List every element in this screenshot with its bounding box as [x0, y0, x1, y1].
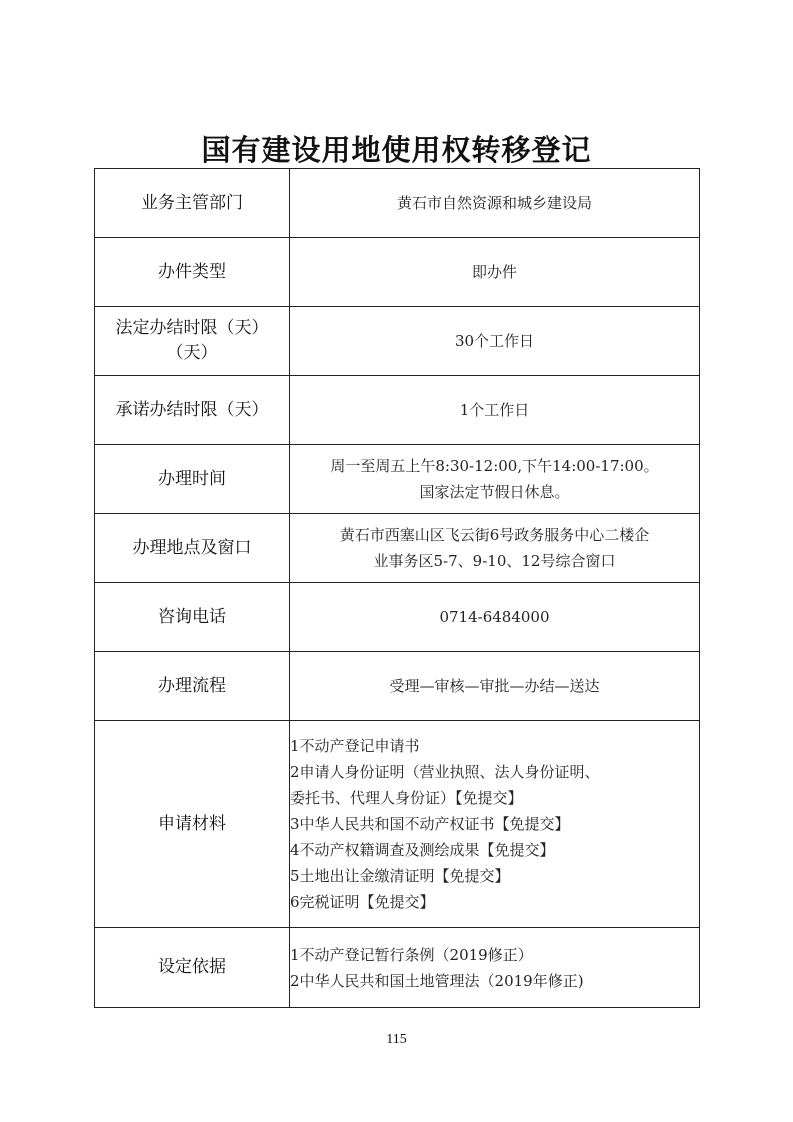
value-basis	[290, 928, 700, 1008]
value-hours	[290, 445, 700, 514]
label-dept: 业务主管部门	[95, 169, 290, 238]
value-location	[290, 514, 700, 583]
material-item: 1不动产登记申请书	[290, 737, 420, 755]
material-item: 2申请人身份证明（营业执照、法人身份证明、	[290, 763, 600, 781]
value-type: 即办件	[290, 238, 700, 307]
document-title: 国有建设用地使用权转移登记	[201, 133, 592, 167]
value-phone: 0714-6484000	[290, 583, 700, 652]
label-hours: 办理时间	[95, 445, 290, 514]
label-legal-limit-line2: （天）	[166, 343, 218, 363]
material-item: 3中华人民共和国不动产权证书【免提交】	[290, 815, 570, 833]
basis-item: 1不动产登记暂行条例（2019修正）	[290, 945, 533, 964]
label-legal-limit	[95, 307, 290, 376]
label-promise-limit: 承诺办结时限（天）	[95, 376, 290, 445]
label-legal-limit-line1: 法定办结时限（天）	[115, 318, 269, 338]
value-promise-limit: 1个工作日	[290, 376, 700, 445]
material-item: 5土地出让金缴清证明【免提交】	[290, 867, 510, 885]
label-process: 办理流程	[95, 652, 290, 721]
table-row-location	[95, 514, 700, 583]
value-location-line2: 业事务区5-7、9-10、12号综合窗口	[373, 552, 616, 570]
material-item: 委托书、代理人身份证）【免提交】	[290, 789, 523, 807]
table-row-dept	[95, 169, 700, 238]
table-row-legal-limit	[95, 307, 700, 376]
value-materials	[290, 721, 700, 928]
label-phone: 咨询电话	[95, 583, 290, 652]
table-row-materials	[95, 721, 700, 928]
table-row-hours	[95, 445, 700, 514]
value-dept: 黄石市自然资源和城乡建设局	[290, 169, 700, 238]
label-materials: 申请材料	[95, 721, 290, 928]
table-row-process	[95, 652, 700, 721]
value-hours-line1: 周一至周五上午8:30-12:00,下午14:00-17:00。	[330, 457, 659, 475]
label-location: 办理地点及窗口	[95, 514, 290, 583]
page-number: 115	[386, 1032, 407, 1047]
value-legal-limit: 30个工作日	[290, 307, 700, 376]
service-info-table	[94, 168, 700, 1008]
table-row-type	[95, 238, 700, 307]
table-row-phone	[95, 583, 700, 652]
value-process: 受理—审核—审批—办结—送达	[290, 652, 700, 721]
table-row-basis	[95, 928, 700, 1008]
value-location-line1: 黄石市西塞山区飞云街6号政务服务中心二楼企	[339, 526, 650, 544]
label-type: 办件类型	[95, 238, 290, 307]
material-item: 4不动产权籍调查及测绘成果【免提交】	[290, 841, 555, 859]
basis-item: 2中华人民共和国土地管理法（2019年修正)	[290, 971, 584, 990]
value-hours-line2: 国家法定节假日休息。	[419, 483, 570, 501]
material-item: 6完税证明【免提交】	[290, 893, 435, 911]
label-basis: 设定依据	[95, 928, 290, 1008]
table-row-promise-limit	[95, 376, 700, 445]
